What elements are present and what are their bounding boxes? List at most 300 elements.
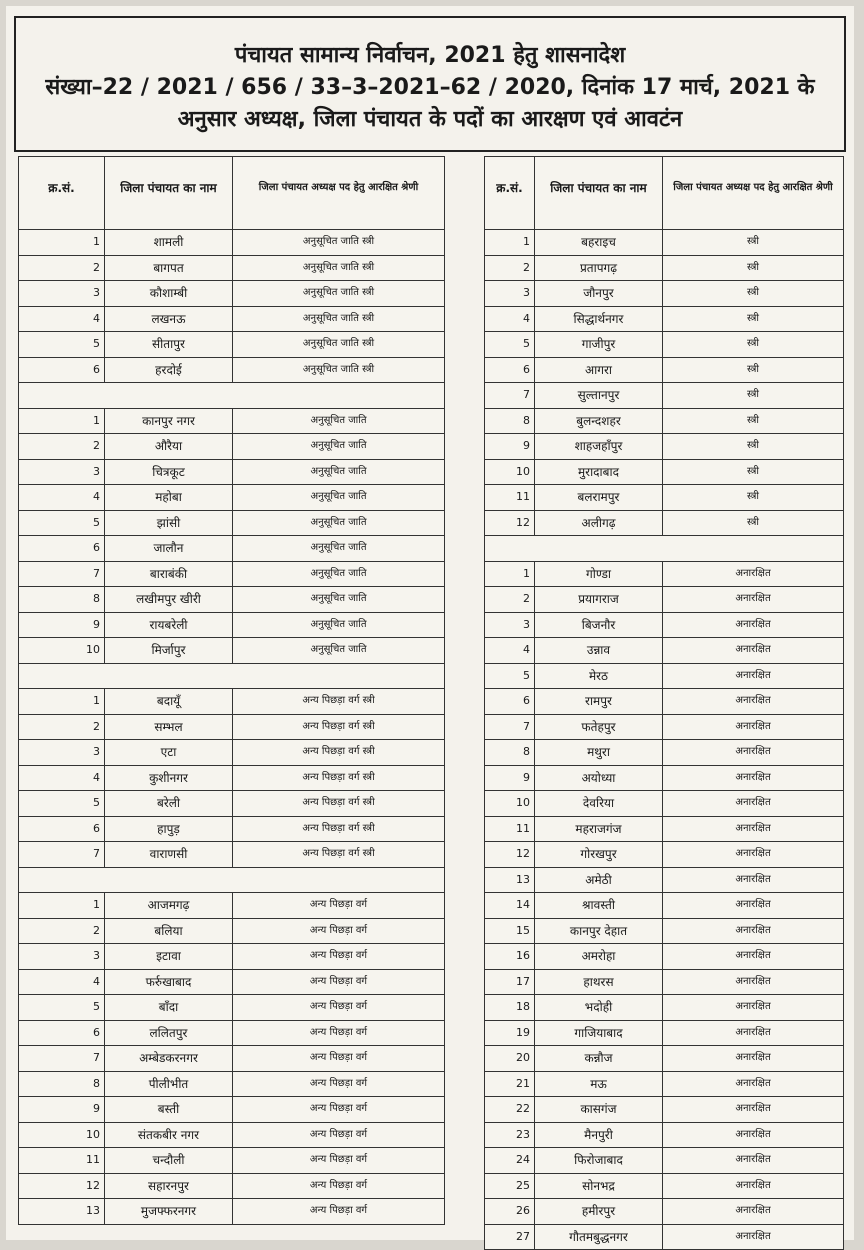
reserved-category-cell: अनारक्षित <box>663 562 843 587</box>
right-reservation-table <box>484 156 844 1250</box>
reserved-category-cell: अन्य पिछड़ा वर्ग <box>233 893 444 918</box>
district-name-cell: मथुरा <box>535 740 663 765</box>
reserved-category-cell: अनारक्षित <box>663 664 843 689</box>
reserved-category-cell: स्त्री <box>663 307 843 332</box>
district-name-cell: अम्बेडकरनगर <box>105 1046 233 1071</box>
reserved-category-cell: अनारक्षित <box>663 613 843 638</box>
district-name-cell: पीलीभीत <box>105 1072 233 1097</box>
table-row <box>18 536 445 562</box>
reserved-category-cell: स्त्री <box>663 281 843 306</box>
district-name-cell: मऊ <box>535 1072 663 1097</box>
table-row <box>484 230 844 256</box>
table-row <box>484 1097 844 1123</box>
district-name-cell: इटावा <box>105 944 233 969</box>
reserved-category-cell: स्त्री <box>663 409 843 434</box>
serial-number-cell: 16 <box>485 944 535 969</box>
serial-number-cell: 14 <box>485 893 535 918</box>
district-name-cell: बहराइच <box>535 230 663 255</box>
serial-number-cell: 1 <box>19 409 105 434</box>
serial-number-cell: 6 <box>19 536 105 561</box>
serial-number-cell: 23 <box>485 1123 535 1148</box>
serial-number-cell: 13 <box>485 868 535 893</box>
reserved-category-cell: अनारक्षित <box>663 1046 843 1071</box>
district-name-cell: महराजगंज <box>535 817 663 842</box>
reserved-category-cell: अनारक्षित <box>663 1097 843 1122</box>
serial-number-cell: 2 <box>485 587 535 612</box>
district-name-cell: हमीरपुर <box>535 1199 663 1224</box>
reserved-category-cell: अनारक्षित <box>663 995 843 1020</box>
serial-number-cell: 8 <box>485 740 535 765</box>
serial-number-cell: 9 <box>485 766 535 791</box>
reserved-category-cell: अनुसूचित जाति <box>233 638 444 663</box>
reserved-category-cell: अनारक्षित <box>663 791 843 816</box>
district-name-cell: प्रतापगढ़ <box>535 256 663 281</box>
table-row <box>484 1199 844 1225</box>
district-name-cell: गोण्डा <box>535 562 663 587</box>
serial-number-cell: 24 <box>485 1148 535 1173</box>
reserved-category-cell: अनारक्षित <box>663 689 843 714</box>
serial-number-cell: 17 <box>485 970 535 995</box>
district-name-cell: बस्ती <box>105 1097 233 1122</box>
reserved-category-cell: अनुसूचित जाति स्त्री <box>233 307 444 332</box>
serial-number-cell: 26 <box>485 1199 535 1224</box>
district-name-cell: सिद्धार्थनगर <box>535 307 663 332</box>
header-district-name: जिला पंचायत का नाम <box>105 157 233 229</box>
serial-number-cell: 8 <box>19 1072 105 1097</box>
table-row <box>18 1148 445 1174</box>
table-row <box>484 281 844 307</box>
district-name-cell: हाथरस <box>535 970 663 995</box>
serial-number-cell: 6 <box>19 817 105 842</box>
district-name-cell: संतकबीर नगर <box>105 1123 233 1148</box>
table-row <box>484 460 844 486</box>
left-table-body <box>18 230 445 1225</box>
district-name-cell: लखीमपुर खीरी <box>105 587 233 612</box>
serial-number-cell: 9 <box>19 1097 105 1122</box>
reserved-category-cell: स्त्री <box>663 383 843 408</box>
table-row <box>484 587 844 613</box>
reserved-category-cell: अन्य पिछड़ा वर्ग स्त्री <box>233 766 444 791</box>
reserved-category-cell: अनुसूचित जाति <box>233 511 444 536</box>
table-row <box>484 919 844 945</box>
table-row <box>484 664 844 690</box>
reserved-category-cell: अन्य पिछड़ा वर्ग <box>233 1021 444 1046</box>
header-serial-number: क्र.सं. <box>485 157 535 229</box>
reserved-category-cell: अनारक्षित <box>663 766 843 791</box>
right-table-body <box>484 230 844 1250</box>
district-name-cell: कुशीनगर <box>105 766 233 791</box>
district-name-cell: अयोध्या <box>535 766 663 791</box>
serial-number-cell: 10 <box>485 460 535 485</box>
reserved-category-cell: अनारक्षित <box>663 817 843 842</box>
table-row <box>484 715 844 741</box>
table-row <box>484 1072 844 1098</box>
district-name-cell: शामली <box>105 230 233 255</box>
district-name-cell: आजमगढ़ <box>105 893 233 918</box>
reserved-category-cell: अनारक्षित <box>663 1174 843 1199</box>
district-name-cell: सम्भल <box>105 715 233 740</box>
table-row <box>484 383 844 409</box>
district-name-cell: फिरोजाबाद <box>535 1148 663 1173</box>
group-separator <box>484 536 844 562</box>
serial-number-cell: 8 <box>485 409 535 434</box>
serial-number-cell: 4 <box>19 485 105 510</box>
reserved-category-cell: अनारक्षित <box>663 1148 843 1173</box>
district-name-cell: बुलन्दशहर <box>535 409 663 434</box>
serial-number-cell: 25 <box>485 1174 535 1199</box>
title-line-3: अनुसार अध्यक्ष, जिला पंचायत के पदों का आरक्षण एवं आवटंन <box>16 104 844 136</box>
district-name-cell: बाराबंकी <box>105 562 233 587</box>
serial-number-cell: 2 <box>19 715 105 740</box>
reserved-category-cell: अनुसूचित जाति <box>233 562 444 587</box>
serial-number-cell: 27 <box>485 1225 535 1250</box>
reserved-category-cell: अन्य पिछड़ा वर्ग स्त्री <box>233 791 444 816</box>
serial-number-cell: 4 <box>19 970 105 995</box>
table-row <box>484 256 844 282</box>
district-name-cell: मुजफ्फरनगर <box>105 1199 233 1224</box>
serial-number-cell: 3 <box>485 613 535 638</box>
reserved-category-cell: अनारक्षित <box>663 970 843 995</box>
serial-number-cell: 5 <box>485 664 535 689</box>
serial-number-cell: 7 <box>19 1046 105 1071</box>
group-separator <box>18 664 445 690</box>
reserved-category-cell: स्त्री <box>663 230 843 255</box>
serial-number-cell: 1 <box>485 562 535 587</box>
district-name-cell: रायबरेली <box>105 613 233 638</box>
table-row <box>18 919 445 945</box>
table-row <box>484 1174 844 1200</box>
serial-number-cell: 9 <box>485 434 535 459</box>
table-row <box>484 791 844 817</box>
table-row <box>18 409 445 435</box>
serial-number-cell: 12 <box>485 842 535 867</box>
table-row <box>484 868 844 894</box>
reserved-category-cell: अनारक्षित <box>663 1072 843 1097</box>
table-row <box>18 1174 445 1200</box>
district-name-cell: कानपुर नगर <box>105 409 233 434</box>
title-line-1: पंचायत सामान्य निर्वाचन, 2021 हेतु शासनादेश <box>16 40 844 72</box>
district-name-cell: फतेहपुर <box>535 715 663 740</box>
serial-number-cell: 18 <box>485 995 535 1020</box>
group-separator <box>18 383 445 409</box>
table-row <box>18 638 445 664</box>
reserved-category-cell: स्त्री <box>663 332 843 357</box>
table-row <box>18 460 445 486</box>
reserved-category-cell: स्त्री <box>663 358 843 383</box>
reserved-category-cell: अनारक्षित <box>663 715 843 740</box>
serial-number-cell: 4 <box>485 307 535 332</box>
district-name-cell: उन्नाव <box>535 638 663 663</box>
table-row <box>484 1225 844 1250</box>
district-name-cell: मैनपुरी <box>535 1123 663 1148</box>
reserved-category-cell: अनुसूचित जाति <box>233 536 444 561</box>
reserved-category-cell: स्त्री <box>663 460 843 485</box>
district-name-cell: सुल्तानपुर <box>535 383 663 408</box>
table-row <box>484 970 844 996</box>
serial-number-cell: 1 <box>19 893 105 918</box>
left-reservation-table <box>18 156 445 1225</box>
reserved-category-cell: अनारक्षित <box>663 868 843 893</box>
table-row <box>484 485 844 511</box>
district-name-cell: देवरिया <box>535 791 663 816</box>
serial-number-cell: 5 <box>19 791 105 816</box>
serial-number-cell: 5 <box>19 995 105 1020</box>
serial-number-cell: 4 <box>19 766 105 791</box>
table-row <box>18 995 445 1021</box>
reserved-category-cell: अनारक्षित <box>663 1199 843 1224</box>
serial-number-cell: 7 <box>485 383 535 408</box>
district-name-cell: गोरखपुर <box>535 842 663 867</box>
reserved-category-cell: अन्य पिछड़ा वर्ग <box>233 1097 444 1122</box>
district-name-cell: फर्रुखाबाद <box>105 970 233 995</box>
reserved-category-cell: अन्य पिछड़ा वर्ग स्त्री <box>233 715 444 740</box>
reserved-category-cell: स्त्री <box>663 511 843 536</box>
table-row <box>484 332 844 358</box>
district-name-cell: सोनभद्र <box>535 1174 663 1199</box>
table-row <box>18 1123 445 1149</box>
table-row <box>484 1021 844 1047</box>
district-name-cell: कन्नौज <box>535 1046 663 1071</box>
district-name-cell: बलिया <box>105 919 233 944</box>
serial-number-cell: 3 <box>19 944 105 969</box>
table-row <box>484 995 844 1021</box>
serial-number-cell: 5 <box>19 332 105 357</box>
table-row <box>484 740 844 766</box>
table-row <box>18 740 445 766</box>
table-row <box>484 409 844 435</box>
serial-number-cell: 19 <box>485 1021 535 1046</box>
district-name-cell: कानपुर देहात <box>535 919 663 944</box>
reserved-category-cell: अन्य पिछड़ा वर्ग <box>233 1046 444 1071</box>
district-name-cell: मेरठ <box>535 664 663 689</box>
district-name-cell: कौशाम्बी <box>105 281 233 306</box>
district-name-cell: सीतापुर <box>105 332 233 357</box>
serial-number-cell: 12 <box>19 1174 105 1199</box>
table-row <box>484 842 844 868</box>
district-name-cell: प्रयागराज <box>535 587 663 612</box>
serial-number-cell: 20 <box>485 1046 535 1071</box>
serial-number-cell: 6 <box>19 358 105 383</box>
serial-number-cell: 5 <box>19 511 105 536</box>
table-row <box>18 944 445 970</box>
table-row <box>18 1199 445 1225</box>
reserved-category-cell: अन्य पिछड़ा वर्ग <box>233 995 444 1020</box>
table-row <box>18 332 445 358</box>
serial-number-cell: 11 <box>485 485 535 510</box>
table-row <box>18 358 445 384</box>
group-separator <box>18 868 445 894</box>
district-name-cell: अमरोहा <box>535 944 663 969</box>
district-name-cell: औरैया <box>105 434 233 459</box>
reserved-category-cell: अनारक्षित <box>663 1123 843 1148</box>
district-name-cell: बदायूँ <box>105 689 233 714</box>
reserved-category-cell: अन्य पिछड़ा वर्ग <box>233 970 444 995</box>
table-row <box>484 1046 844 1072</box>
serial-number-cell: 3 <box>19 460 105 485</box>
serial-number-cell: 2 <box>19 256 105 281</box>
reserved-category-cell: अन्य पिछड़ा वर्ग <box>233 1148 444 1173</box>
header-serial-number: क्र.सं. <box>19 157 105 229</box>
reserved-category-cell: अनारक्षित <box>663 638 843 663</box>
district-name-cell: अमेठी <box>535 868 663 893</box>
district-name-cell: महोबा <box>105 485 233 510</box>
reserved-category-cell: अन्य पिछड़ा वर्ग <box>233 1072 444 1097</box>
reserved-category-cell: स्त्री <box>663 256 843 281</box>
serial-number-cell: 8 <box>19 587 105 612</box>
table-row <box>18 562 445 588</box>
serial-number-cell: 5 <box>485 332 535 357</box>
serial-number-cell: 12 <box>485 511 535 536</box>
serial-number-cell: 10 <box>19 638 105 663</box>
reserved-category-cell: अन्य पिछड़ा वर्ग स्त्री <box>233 689 444 714</box>
serial-number-cell: 4 <box>485 638 535 663</box>
reserved-category-cell: अन्य पिछड़ा वर्ग <box>233 1174 444 1199</box>
table-row <box>484 562 844 588</box>
reserved-category-cell: अनारक्षित <box>663 893 843 918</box>
serial-number-cell: 2 <box>19 434 105 459</box>
table-row <box>484 613 844 639</box>
reserved-category-cell: अनारक्षित <box>663 1225 843 1250</box>
table-row <box>484 766 844 792</box>
serial-number-cell: 6 <box>19 1021 105 1046</box>
reserved-category-cell: अनुसूचित जाति स्त्री <box>233 256 444 281</box>
reserved-category-cell: अनुसूचित जाति स्त्री <box>233 332 444 357</box>
serial-number-cell: 15 <box>485 919 535 944</box>
district-name-cell: झांसी <box>105 511 233 536</box>
serial-number-cell: 6 <box>485 358 535 383</box>
district-name-cell: ललितपुर <box>105 1021 233 1046</box>
reserved-category-cell: अनारक्षित <box>663 842 843 867</box>
serial-number-cell: 3 <box>19 281 105 306</box>
header-district-name: जिला पंचायत का नाम <box>535 157 663 229</box>
reserved-category-cell: अन्य पिछड़ा वर्ग <box>233 919 444 944</box>
table-row <box>18 970 445 996</box>
serial-number-cell: 11 <box>485 817 535 842</box>
serial-number-cell: 3 <box>19 740 105 765</box>
document-sheet <box>6 6 854 1240</box>
table-row <box>18 715 445 741</box>
district-name-cell: बाँदा <box>105 995 233 1020</box>
table-row <box>18 1097 445 1123</box>
district-name-cell: शाहजहाँपुर <box>535 434 663 459</box>
district-name-cell: जालौन <box>105 536 233 561</box>
table-row <box>18 434 445 460</box>
table-row <box>18 766 445 792</box>
table-row <box>18 256 445 282</box>
district-name-cell: कासगंज <box>535 1097 663 1122</box>
table-row <box>18 689 445 715</box>
district-name-cell: हरदोई <box>105 358 233 383</box>
table-row <box>18 1021 445 1047</box>
table-row <box>484 1148 844 1174</box>
table-row <box>18 817 445 843</box>
serial-number-cell: 21 <box>485 1072 535 1097</box>
right-table-header <box>484 156 844 230</box>
reserved-category-cell: अनारक्षित <box>663 944 843 969</box>
reserved-category-cell: अन्य पिछड़ा वर्ग <box>233 1123 444 1148</box>
district-name-cell: हापुड़ <box>105 817 233 842</box>
reserved-category-cell: स्त्री <box>663 434 843 459</box>
table-row <box>484 1123 844 1149</box>
reserved-category-cell: अन्य पिछड़ा वर्ग <box>233 944 444 969</box>
serial-number-cell: 9 <box>19 613 105 638</box>
district-name-cell: मिर्जापुर <box>105 638 233 663</box>
district-name-cell: गौतमबुद्धनगर <box>535 1225 663 1250</box>
table-row <box>484 817 844 843</box>
serial-number-cell: 7 <box>19 842 105 867</box>
district-name-cell: गाजीपुर <box>535 332 663 357</box>
reserved-category-cell: अनुसूचित जाति स्त्री <box>233 230 444 255</box>
reserved-category-cell: अन्य पिछड़ा वर्ग स्त्री <box>233 740 444 765</box>
district-name-cell: बिजनौर <box>535 613 663 638</box>
serial-number-cell: 7 <box>485 715 535 740</box>
table-row <box>484 511 844 537</box>
header-reserved-category: जिला पंचायत अध्यक्ष पद हेतु आरक्षित श्रेणी <box>233 157 444 229</box>
serial-number-cell: 22 <box>485 1097 535 1122</box>
reserved-category-cell: अनारक्षित <box>663 919 843 944</box>
table-row <box>484 434 844 460</box>
district-name-cell: जौनपुर <box>535 281 663 306</box>
reserved-category-cell: स्त्री <box>663 485 843 510</box>
serial-number-cell: 7 <box>19 562 105 587</box>
district-name-cell: आगरा <box>535 358 663 383</box>
district-name-cell: बरेली <box>105 791 233 816</box>
serial-number-cell: 11 <box>19 1148 105 1173</box>
reserved-category-cell: अन्य पिछड़ा वर्ग <box>233 1199 444 1224</box>
table-row <box>18 1072 445 1098</box>
district-name-cell: मुरादाबाद <box>535 460 663 485</box>
district-name-cell: चित्रकूट <box>105 460 233 485</box>
district-name-cell: लखनऊ <box>105 307 233 332</box>
district-name-cell: सहारनपुर <box>105 1174 233 1199</box>
reserved-category-cell: अनुसूचित जाति <box>233 587 444 612</box>
title-box <box>14 16 846 152</box>
serial-number-cell: 1 <box>485 230 535 255</box>
district-name-cell: बागपत <box>105 256 233 281</box>
serial-number-cell: 3 <box>485 281 535 306</box>
table-row <box>18 893 445 919</box>
table-row <box>18 613 445 639</box>
district-name-cell: चन्दौली <box>105 1148 233 1173</box>
reserved-category-cell: अनुसूचित जाति स्त्री <box>233 358 444 383</box>
reserved-category-cell: अनारक्षित <box>663 740 843 765</box>
reserved-category-cell: अनारक्षित <box>663 587 843 612</box>
table-row <box>18 587 445 613</box>
table-row <box>484 358 844 384</box>
district-name-cell: एटा <box>105 740 233 765</box>
table-row <box>18 1046 445 1072</box>
serial-number-cell: 1 <box>19 689 105 714</box>
table-row <box>484 893 844 919</box>
table-row <box>484 944 844 970</box>
title-line-2: संख्या–22 / 2021 / 656 / 33–3–2021–62 / 2020, दिनांक 17 मार्च, 2021 के <box>16 72 844 104</box>
table-row <box>18 307 445 333</box>
serial-number-cell: 13 <box>19 1199 105 1224</box>
serial-number-cell: 1 <box>19 230 105 255</box>
district-name-cell: रामपुर <box>535 689 663 714</box>
table-row <box>18 842 445 868</box>
left-table-header <box>18 156 445 230</box>
reserved-category-cell: अन्य पिछड़ा वर्ग स्त्री <box>233 842 444 867</box>
table-row <box>18 281 445 307</box>
table-row <box>18 791 445 817</box>
reserved-category-cell: अन्य पिछड़ा वर्ग स्त्री <box>233 817 444 842</box>
reserved-category-cell: अनुसूचित जाति <box>233 460 444 485</box>
reserved-category-cell: अनारक्षित <box>663 1021 843 1046</box>
table-row <box>18 511 445 537</box>
serial-number-cell: 4 <box>19 307 105 332</box>
table-row <box>484 307 844 333</box>
